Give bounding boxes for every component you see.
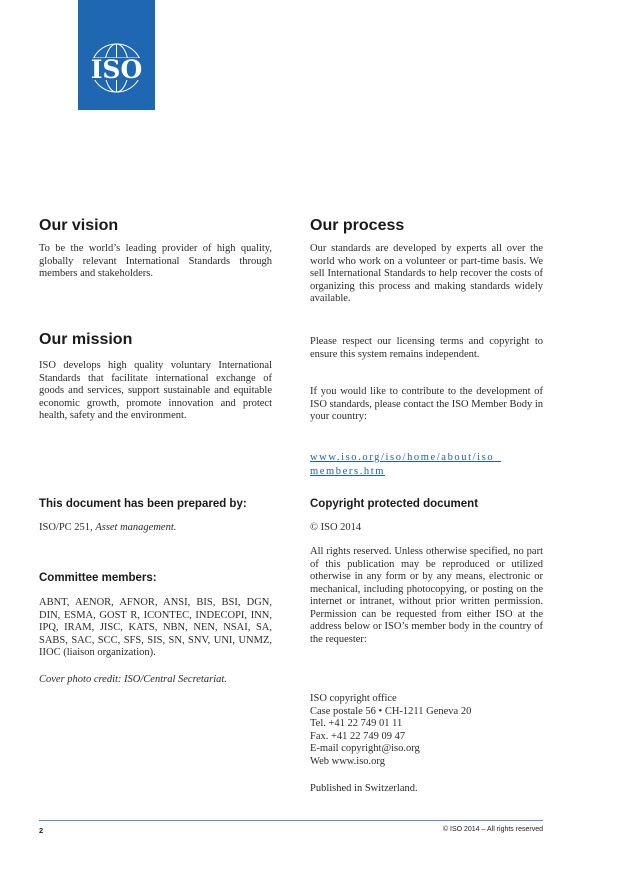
copyright-heading: Copyright protected document xyxy=(310,498,479,510)
rights-text: All rights reserved. Unless otherwise specified, no part of this publication may be reproduced or utilized otherwise in any form or by any means, electronic or mechanical, including photocopying, or posting on the internet or intranet, without prior written permission. Permission can be requested from either ISO at the address below or ISO’s member body in the country of the requester: xyxy=(310,546,543,645)
committee-text: ABNT, AENOR, AFNOR, ANSI, BIS, BSI, DGN, DIN, ESMA, GOST R, ICONTEC, INDECOPI, INN, IPQ, IRAM, JISC, KATS, NBN, NEN, NSAI, SA, SABS, SAC, SCC, SFS, SIS, SN, SNV, UNI, UNMZ, IIOC (liaison organization). xyxy=(39,597,272,658)
process-text-2: Please respect our licensing terms and copyright to ensure this system remains independent. xyxy=(310,336,543,360)
address-line: Web www.iso.org xyxy=(310,755,385,767)
committee-heading: Committee members: xyxy=(39,572,157,584)
mission-text: ISO develops high quality voluntary International Standards that facilitate international exchange of goods and services, support sustainable and equitable economic growth, promote innovation and protect health, safety and the environment. xyxy=(39,360,272,421)
vision-text: To be the world’s leading provider of high quality, globally relevant International Standards through members and stakeholders. xyxy=(39,243,272,279)
address-line: Fax. +41 22 749 09 47 xyxy=(310,730,406,742)
process-text-3: If you would like to contribute to the development of ISO standards, please contact the ISO Member Body in your country: xyxy=(310,386,543,422)
members-link[interactable]: www.iso.org/iso/home/about/iso_ members.htm xyxy=(310,452,502,477)
copyright-year: © ISO 2014 xyxy=(310,522,362,533)
footer-divider xyxy=(39,820,543,821)
address-line: Case postale 56 • CH-1211 Geneva 20 xyxy=(310,705,472,717)
footer-copyright: © ISO 2014 – All rights reserved xyxy=(442,826,543,833)
vision-heading: Our vision xyxy=(39,217,119,234)
address-line: E-mail copyright@iso.org xyxy=(310,743,420,754)
page-number: 2 xyxy=(39,826,44,835)
mission-heading: Our mission xyxy=(39,331,133,348)
iso-logo-text: ISO xyxy=(90,55,143,84)
process-heading: Our process xyxy=(310,217,405,234)
address-block xyxy=(310,693,543,768)
iso-logo xyxy=(78,0,155,110)
cover-credit: Cover photo credit: ISO/Central Secretariat. xyxy=(39,674,227,685)
address-line: ISO copyright office xyxy=(310,693,397,704)
process-text-1: Our standards are developed by experts all over the world who work on a volunteer or part-time basis. We sell International Standards to help recover the costs of organizing this process and making standards widely available. xyxy=(310,243,543,304)
members-link-block xyxy=(310,451,543,478)
globe-icon xyxy=(78,0,155,110)
prepared-text: ISO/PC 251, Asset management. xyxy=(39,522,177,533)
published-text: Published in Switzerland. xyxy=(310,783,418,794)
prepared-heading: This document has been prepared by: xyxy=(39,498,247,510)
address-line: Tel. +41 22 749 01 11 xyxy=(310,718,403,729)
